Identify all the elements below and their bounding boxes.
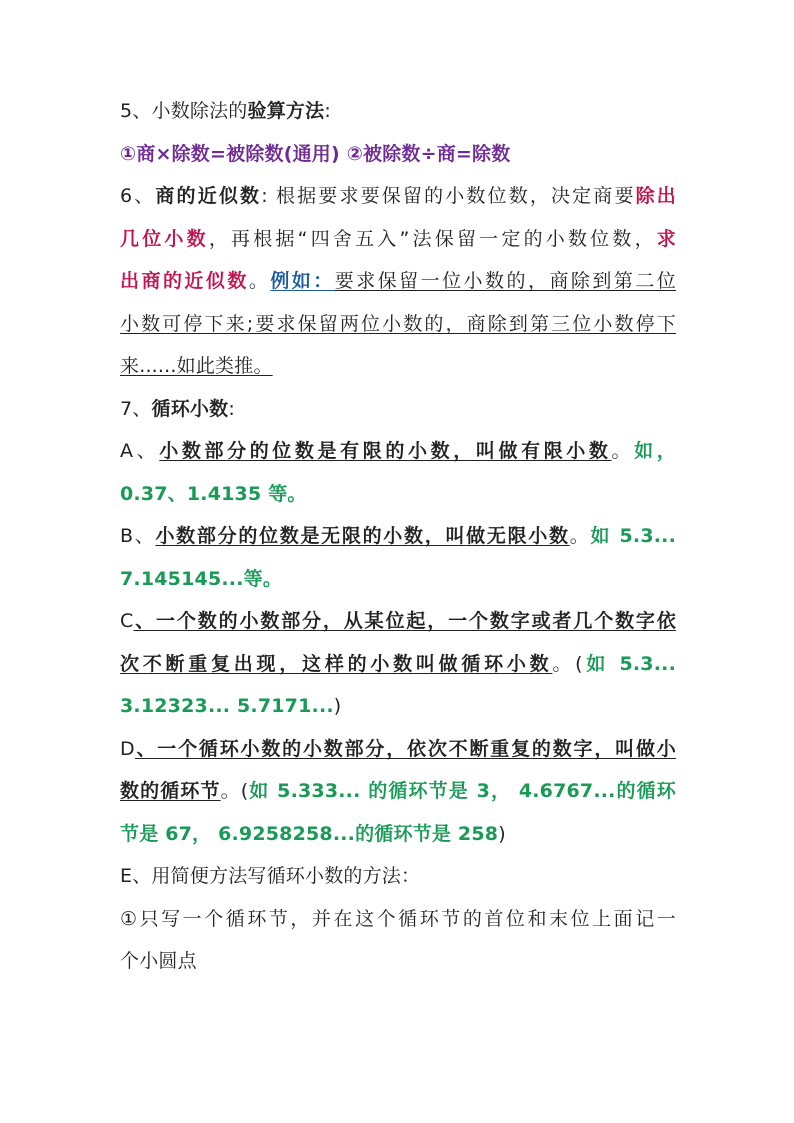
definition-text: 数的循环节 bbox=[120, 780, 221, 802]
document-page bbox=[120, 98, 676, 991]
key-term: 商的近似数 bbox=[155, 185, 262, 207]
highlight-text: 出商的近似数 bbox=[120, 270, 249, 292]
item-d-line-2 bbox=[120, 778, 676, 804]
item-label: C bbox=[120, 610, 134, 632]
text: 。( bbox=[552, 652, 583, 675]
definition-text: 、一个数的小数部分，从某位起，一个数字或者几个数字依 bbox=[133, 610, 676, 632]
text: ) bbox=[498, 822, 506, 845]
highlight-text: 除出 bbox=[635, 185, 676, 207]
formula-text: ①商×除数=被除数(通用) ②被除数÷商=除数 bbox=[120, 142, 511, 165]
verification-formulas bbox=[120, 141, 676, 167]
example-text: 要求保留一位小数的，商除到第二位 bbox=[334, 270, 677, 292]
item-e-rule-1-line-2 bbox=[120, 948, 676, 974]
text: 。( bbox=[220, 780, 249, 802]
text: 。 bbox=[611, 440, 635, 462]
example-text: 如 5.3... bbox=[590, 525, 677, 547]
item-c-line-2 bbox=[120, 651, 676, 677]
text: ，再根据“四舍五入”法保留一定的小数位数， bbox=[208, 227, 657, 250]
example-text: 7.145145...等。 bbox=[120, 567, 283, 590]
example-text: 来......如此类推。 bbox=[120, 355, 273, 377]
example-text: 小数可停下来;要求保留两位小数的，商除到第三位小数停下 bbox=[120, 312, 676, 335]
item-label: B、 bbox=[120, 525, 156, 547]
example-text: 3.12323... 5.7171... bbox=[120, 695, 334, 717]
definition-text: 小数部分的位数是有限的小数，叫做有限小数 bbox=[159, 440, 612, 462]
section-7-heading bbox=[120, 396, 676, 422]
item-e-rule-1-line-1 bbox=[120, 906, 676, 932]
example-text: 如 5.3... bbox=[582, 652, 676, 675]
item-c-line-3 bbox=[120, 693, 676, 719]
section-5-heading bbox=[120, 98, 676, 124]
section-6-line-4 bbox=[120, 311, 676, 337]
item-a-line-1 bbox=[120, 438, 676, 464]
section-6-line-5 bbox=[120, 353, 676, 379]
key-term: 循环小数 bbox=[151, 397, 229, 420]
item-e-heading bbox=[120, 863, 676, 889]
highlight-text: 求 bbox=[656, 227, 676, 250]
text: ) bbox=[333, 695, 342, 717]
text: E、用简便方法写循环小数的方法： bbox=[120, 865, 421, 887]
text: 7、 bbox=[120, 397, 152, 420]
text: 6、 bbox=[120, 185, 156, 207]
text: : bbox=[324, 100, 331, 122]
example-text: 0.37、1.4135 等。 bbox=[120, 482, 307, 505]
item-b-line-1 bbox=[120, 523, 676, 549]
highlight-text: 几位小数 bbox=[120, 227, 209, 250]
key-term: 验算方法 bbox=[247, 100, 325, 122]
section-6-line-2 bbox=[120, 226, 676, 252]
item-c-line-1 bbox=[120, 608, 676, 634]
example-text: 如， bbox=[634, 440, 676, 462]
section-6-line-1 bbox=[120, 183, 676, 209]
item-d-line-3 bbox=[120, 821, 676, 847]
text: ①只写一个循环节，并在这个循环节的首位和末位上面记一 bbox=[120, 907, 676, 930]
text: 5、小数除法的 bbox=[120, 100, 248, 122]
text: 个小圆点 bbox=[120, 950, 197, 972]
text: : 根据要求要保留的小数位数，决定商要 bbox=[261, 185, 636, 207]
example-text: 节是 67， 6.9258258...的循环节是 258 bbox=[120, 822, 499, 845]
text: 。 bbox=[248, 270, 271, 292]
example-label: 例如： bbox=[270, 270, 335, 292]
item-label: A、 bbox=[120, 440, 160, 462]
item-a-line-2 bbox=[120, 481, 676, 507]
item-label: D bbox=[120, 737, 135, 760]
section-6-line-3 bbox=[120, 268, 676, 294]
definition-text: 小数部分的位数是无限的小数，叫做无限小数 bbox=[155, 525, 570, 547]
text: 。 bbox=[569, 525, 591, 547]
text: : bbox=[228, 397, 235, 420]
item-d-line-1 bbox=[120, 736, 676, 762]
example-text: 如 5.333... 的循环节是 3， 4.6767...的循环 bbox=[248, 780, 676, 802]
definition-text: 次不断重复出现，这样的小数叫做循环小数 bbox=[120, 652, 553, 675]
item-b-line-2 bbox=[120, 566, 676, 592]
definition-text: 、一个循环小数的小数部分，依次不断重复的数字，叫做小 bbox=[134, 737, 676, 760]
